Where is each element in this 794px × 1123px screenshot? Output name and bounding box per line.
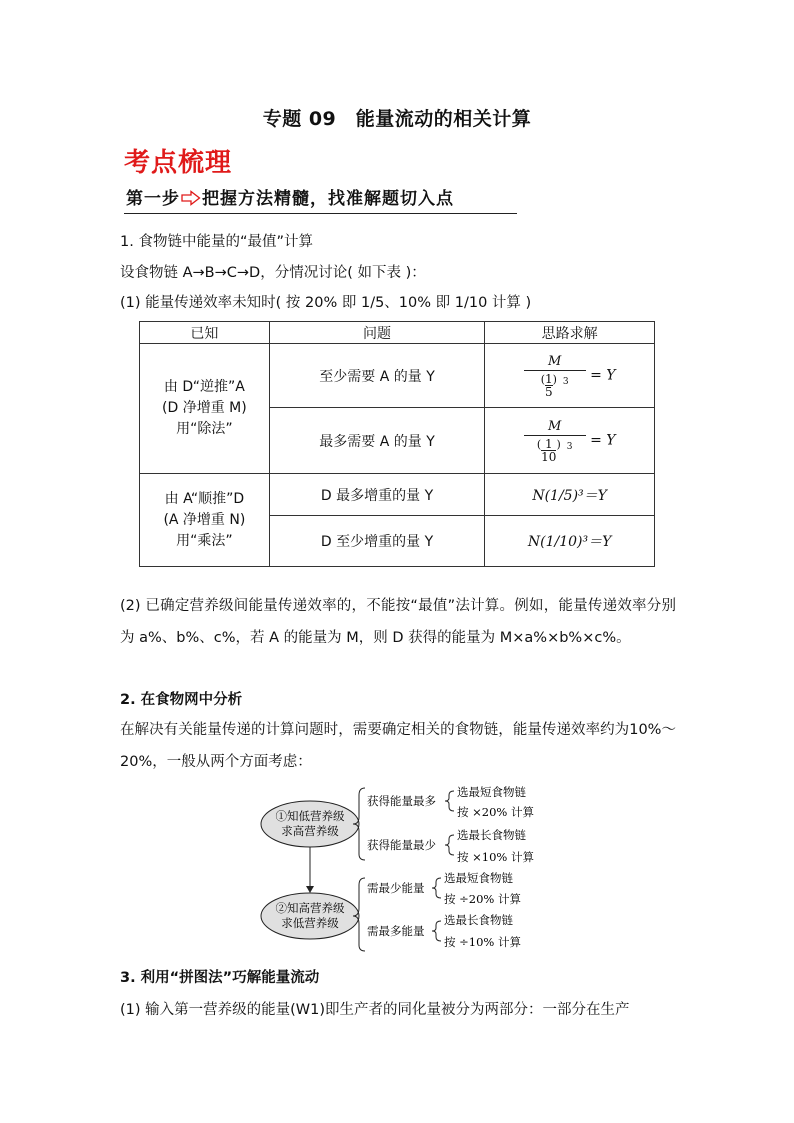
group-line: (D 净增重 M) [162, 400, 247, 416]
question-cell: D 至少增重的量 Y [269, 516, 484, 567]
group-line: 由 D“逆推”A [163, 379, 245, 395]
fraction [524, 418, 586, 463]
strategy-diagram [255, 780, 555, 955]
inner-numerator: 1 [541, 438, 556, 451]
section-1-heading: 1. 食物链中能量的“最值”计算 [120, 234, 313, 250]
group-line: 用“乘法” [176, 532, 233, 549]
table-row [140, 344, 655, 408]
branch-detail: 选最长食物链 [444, 913, 513, 927]
branch-label: 需最少能量 [367, 881, 425, 895]
table-header: 已知 [140, 322, 270, 344]
inner-denominator: 10 [541, 450, 557, 464]
ellipse-2-line2: 求低营养级 [281, 916, 339, 930]
formula-cell: N(1/5)³＝Y [485, 474, 655, 516]
group-line: 由 A“顺推”D [164, 490, 245, 507]
question-cell: 最多需要 A 的量 Y [269, 408, 484, 474]
group-line: (A 净增重 N) [163, 511, 246, 528]
exponent: 3 [562, 376, 569, 387]
group-reverse-cell [140, 344, 270, 474]
section-1-intro: 设食物链 A→B→C→D，分情况讨论( 如下表 )： [120, 265, 426, 281]
fraction-denominator: ( $\frac{1}{5}$ ) $^3$ [540, 372, 569, 399]
table-header-row [140, 322, 655, 344]
inner-denominator: 5 [544, 385, 553, 399]
formula-rhs: = Y [590, 367, 616, 384]
branch-label: 获得能量最多 [367, 794, 436, 808]
small-brace [445, 835, 454, 855]
section-2-heading: 2. 在食物网中分析 [120, 692, 243, 708]
fraction-denominator: ( $\frac{1}{10}$ ) $^3$ [536, 437, 573, 464]
ellipse-1-line2: 求高营养级 [281, 824, 339, 838]
section-3-heading: 3. 利用“拼图法”巧解能量流动 [120, 970, 320, 986]
small-brace [432, 878, 441, 898]
small-brace [432, 921, 441, 941]
step-text: 把握方法精髓，找准解题切入点 [202, 189, 454, 209]
branch-detail: 按 ÷20% 计算 [444, 892, 522, 906]
calc-table [139, 321, 655, 567]
page-title: 专题 09 能量流动的相关计算 [262, 108, 532, 130]
formula-cell: N(1/10)³＝Y [485, 516, 655, 567]
branch-detail: 按 ÷10% 计算 [444, 935, 522, 949]
branch-label: 获得能量最少 [367, 838, 436, 852]
formula-cell [485, 408, 655, 474]
table-header: 思路求解 [485, 322, 655, 344]
down-arrow [306, 847, 314, 893]
step-label: 第一步 [126, 189, 180, 209]
branch-detail: 选最长食物链 [457, 828, 526, 842]
fraction-numerator: M [524, 418, 586, 436]
step-underline [124, 213, 517, 214]
inner-numerator: 1 [544, 372, 553, 386]
branch-detail: 按 ×10% 计算 [457, 850, 535, 864]
exponent: 3 [566, 441, 573, 452]
section-1-case1: (1) 能量传递效率未知时( 按 20% 即 1/5、10% 即 1/10 计算 ) [120, 295, 532, 311]
case-2-paragraph: (2) 已确定营养级间能量传递效率的，不能按“最值”法计算。例如，能量传递效率分别为 a%、b%、c%，若 A 的能量为 M，则 D 获得的能量为 M×a%×b%×c%。 [120, 598, 676, 646]
small-brace [445, 791, 454, 811]
section-2-text: 在解决有关能量传递的计算问题时，需要确定相关的食物链，能量传递效率约为10%～20%，一般从两个方面考虑： [120, 722, 676, 770]
branch-label: 需最多能量 [367, 924, 425, 938]
group-forward-cell [140, 474, 270, 567]
section-badge: 考点梳理 [124, 148, 233, 178]
formula-rhs: = Y [590, 432, 616, 449]
arrow-right-icon [181, 190, 201, 206]
branch-detail: 按 ×20% 计算 [457, 805, 535, 819]
branch-detail: 选最短食物链 [444, 871, 513, 885]
group-line: 用“除法” [176, 421, 233, 437]
step-heading [126, 184, 454, 209]
ellipse-1-line1: ①知低营养级 [275, 809, 345, 823]
branch-detail: 选最短食物链 [457, 785, 526, 799]
question-cell: D 最多增重的量 Y [269, 474, 484, 516]
table-row [140, 474, 655, 516]
section-3-text: (1) 输入第一营养级的能量(W1)即生产者的同化量被分为两部分：一部分在生产 [120, 1002, 630, 1018]
fraction-numerator: M [524, 353, 586, 371]
formula-cell [485, 344, 655, 408]
question-cell: 至少需要 A 的量 Y [269, 344, 484, 408]
ellipse-2-line1: ②知高营养级 [275, 901, 345, 915]
fraction [524, 353, 586, 398]
table-header: 问题 [269, 322, 484, 344]
